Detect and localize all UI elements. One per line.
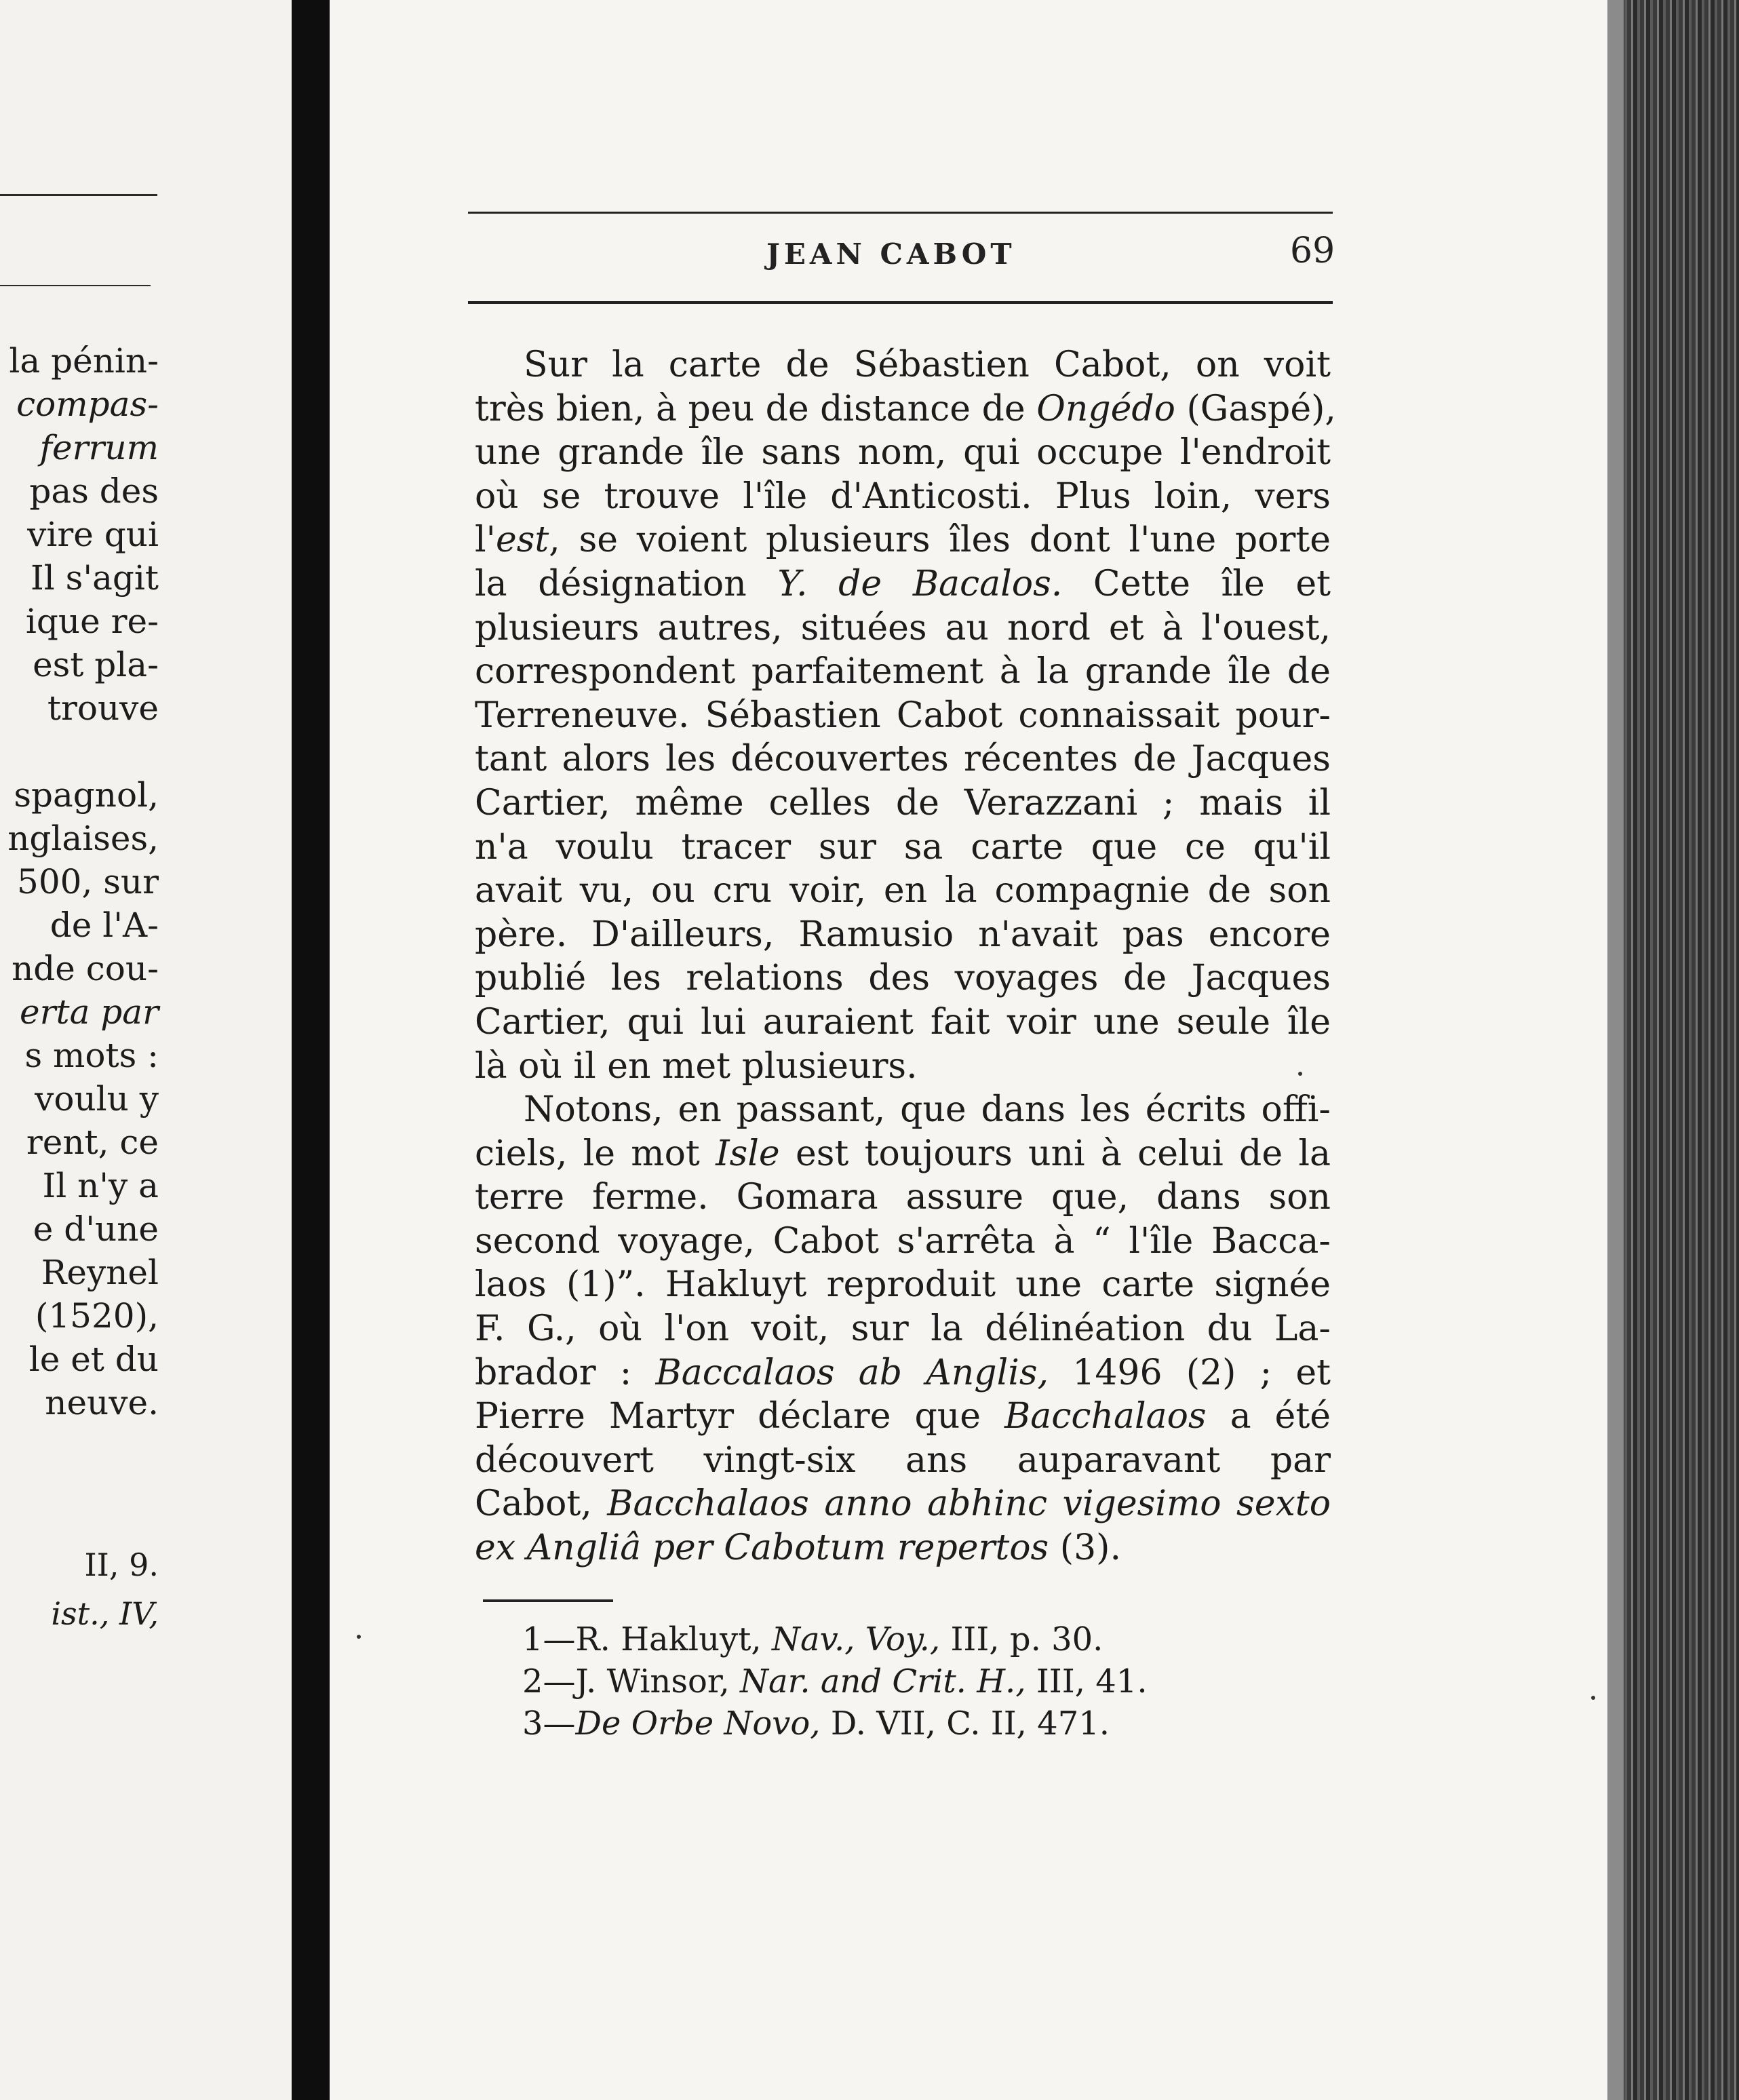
left-line: Il s'agit [31,558,159,598]
text-line: la désignation Y. de Bacalos. Cette île et [475,563,1331,604]
speck [1591,1696,1595,1700]
italic-text: Bacchalaos anno abhinc vigesimo sexto [607,1483,1331,1525]
text-line: très bien, à peu de distance de Ongédo (Gaspé), [475,388,1336,429]
left-page [0,0,292,2100]
italic-text: Y. de Bacalos. [777,563,1063,604]
text-line: publié les relations des voyages de Jacques [475,958,1331,999]
left-line: trouve [47,688,159,728]
running-head: JEAN CABOT [766,237,1016,271]
page-edges [1607,0,1739,2100]
text-line: second voyage, Cabot s'arrêta à “ l'île Bacca- [475,1220,1331,1262]
left-line: 500, sur [17,862,159,901]
text-line: Notons, en passant, que dans les écrits offi- [524,1089,1331,1131]
italic-text: Nar. and Crit. H., [740,1662,1026,1700]
text-line: une grande île sans nom, qui occupe l'endroit [475,432,1331,473]
text-line: brador : Baccalaos ab Anglis, 1496 (2) ; et [475,1352,1331,1393]
left-line: de l'A- [50,906,159,945]
left-line: le et du [28,1340,159,1379]
text-line: l'est, se voient plusieurs îles dont l'une porte [475,520,1331,561]
text-line: n'a voulu tracer sur sa carte que ce qu'il [475,826,1331,868]
left-line: voulu y [35,1079,159,1119]
left-line: ique re- [25,602,159,641]
left-line: s mots : [24,1036,159,1075]
italic-text: Baccalaos ab Anglis, [655,1352,1049,1393]
text-line: laos (1)”. Hakluyt reproduit une carte signée [475,1264,1331,1306]
header-rule-bottom [468,301,1333,304]
left-line: neuve. [45,1383,159,1422]
header-rule-top [468,212,1333,214]
left-line: e d'une [33,1209,159,1249]
text-line: Cabot, Bacchalaos anno abhinc vigesimo sexto [475,1483,1331,1525]
text-line: Sur la carte de Sébastien Cabot, on voit [524,345,1331,385]
speck [357,1635,361,1639]
text-line: Cartier, même celles de Verazzani ; mais il [475,782,1331,823]
text-line: Terreneuve. Sébastien Cabot connaissait pour- [475,695,1331,736]
text-line: où se trouve l'île d'Anticosti. Plus loin, vers [475,475,1331,517]
left-line: pas des [29,471,159,511]
left-header-rule-lower [0,285,151,286]
text-line: avait vu, ou cru voir, en la compagnie de son [475,870,1331,912]
left-line: vire qui [27,515,159,554]
left-line: est pla- [33,645,159,684]
left-note-1: II, 9. [84,1547,159,1583]
text-line: ciels, le mot Isle est toujours uni à celui de la [475,1133,1331,1174]
italic-text: Nav., Voy., [771,1620,941,1658]
left-line: rent, ce [26,1123,159,1162]
text-line: correspondent parfaitement à la grande île de [475,651,1331,693]
italic-text: De Orbe Novo, [575,1705,821,1743]
footnote-2: 2—J. Winsor, Nar. and Crit. H., III, 41. [522,1662,1148,1700]
footnote-rule [483,1599,613,1602]
left-line: nde cou- [12,949,159,988]
text-line: découvert vingt-six ans auparavant par [475,1439,1331,1481]
italic-text: ex Angliâ per Cabotum repertos [475,1528,1049,1569]
footnotes [522,1618,1148,1745]
left-line: Reynel [41,1253,159,1292]
italic-text: Isle [716,1133,780,1174]
italic-text: Bacchalaos [1004,1396,1207,1437]
left-line: (1520), [35,1296,159,1336]
left-header-rule [0,194,157,196]
left-note-2: ist., IV, [51,1595,159,1632]
left-line: Il n'y a [42,1166,159,1205]
book-gutter [292,0,330,2100]
text-line: père. D'ailleurs, Ramusio n'avait pas encore [475,914,1331,955]
text-line: F. G., où l'on voit, sur la délinéation du La- [475,1308,1331,1350]
left-line: spagnol, [14,775,159,815]
italic-text: Ongédo [1036,388,1175,429]
left-line: ferrum [39,428,159,467]
left-line: la pénin- [9,341,159,381]
text-line: terre ferme. Gomara assure que, dans son [475,1177,1331,1218]
text-line: plusieurs autres, situées au nord et à l'ouest, [475,607,1331,648]
footnote-3: 3—De Orbe Novo, D. VII, C. II, 471. [522,1705,1110,1743]
footnote-1: 1—R. Hakluyt, Nav., Voy., III, p. 30. [522,1620,1103,1658]
italic-text: est [495,520,549,561]
body-text [475,343,1336,1570]
text-line: tant alors les découvertes récentes de Jacques [475,739,1331,780]
paragraph-2 [475,1088,1331,1570]
left-line: compas- [16,385,159,424]
text-line: ex Angliâ per Cabotum repertos (3). [475,1528,1121,1569]
left-line: nglaises, [7,819,159,858]
text-line: Pierre Martyr déclare que Bacchalaos a été [475,1396,1331,1437]
page-number: 69 [1290,231,1335,271]
text-line: là où il en met plusieurs. [475,1045,918,1087]
paragraph-1 [475,343,1336,1088]
left-line: erta par [19,992,159,1032]
text-line: Cartier, qui lui auraient fait voir une seule île [475,1001,1331,1043]
